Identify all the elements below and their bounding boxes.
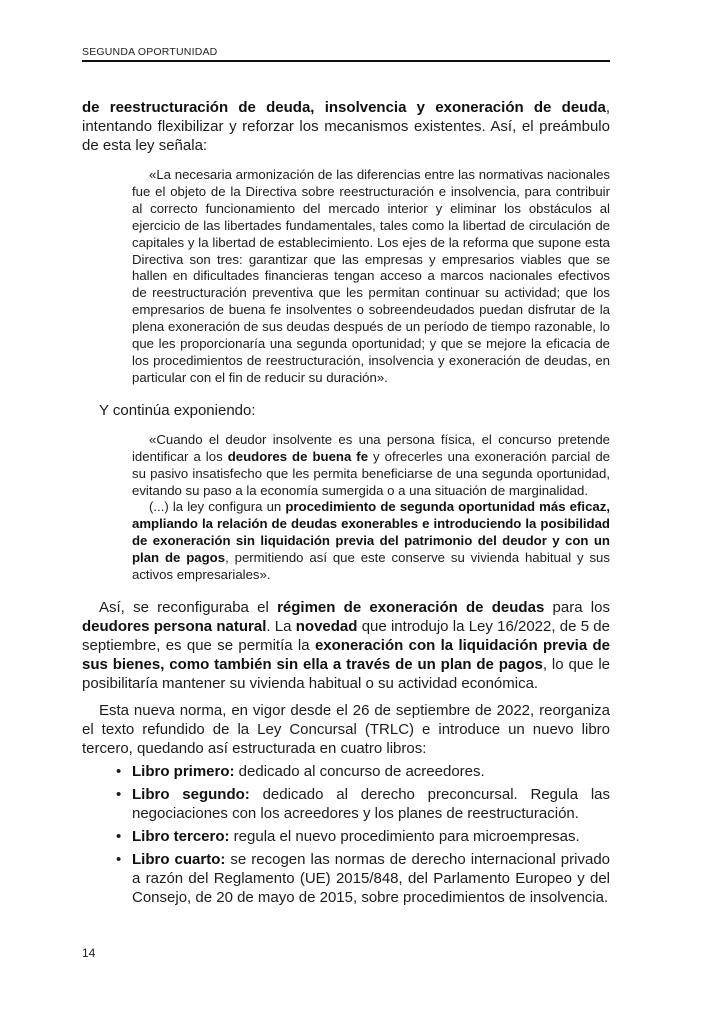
list-item xyxy=(116,762,610,781)
quote-concurso-p2-text-a: (...) la ley configura un xyxy=(149,499,286,515)
reconfig-text-2: para los xyxy=(544,598,610,616)
reconfig-text-1: Así, se reconfiguraba el xyxy=(99,598,278,616)
list-item-label: Libro primero: xyxy=(132,762,235,780)
quote-preambulo-text: «La necesaria armonización de las diferencias entre las normativas nacionales fue el objeto de la Directiva sobre reestructuración e insolvencia, para contribuir al correcto funcionamiento del mercado interior y eliminar los obstáculos al ejercicio de las libertades fundamentales, tales como la libertad de circulación de capitales y la libertad de establecimiento. Los ejes de la reforma que supone esta Directiva son tres: garantizar que las empresas y empresarios viables que se hallen en dificultades financieras tengan acceso a marcos nacionales efectivos de reestructuración preventiva que les permitan continuar su actividad; que los empresarios de buena fe insolventes o sobreendeudados puedan disfrutar de la plena exoneración de sus deudas después de un período de tiempo razonable, lo que les proporcionaría una segunda oportunidad; y que se mejore la eficacia de los procedimientos de reestructuración, insolvencia y exoneración de deudas, en particular con el fin de reducir su duración». xyxy=(132,167,610,385)
list-item-label: Libro tercero: xyxy=(132,827,230,845)
list-item xyxy=(116,827,610,846)
list-item xyxy=(116,850,610,907)
intro-text: , intentando flexibilizar y reforzar los mecanismos existentes. Así, el preámbulo de esta ley señala: xyxy=(82,99,610,154)
list-item-text: dedicado al derecho preconcursal. Regula las negociaciones con los acreedores y los planes de reestructuración. xyxy=(132,785,611,822)
bullet-icon: • xyxy=(116,850,122,868)
intro-bold-lead: de reestructuración de deuda, insolvencia y exoneración de deuda xyxy=(82,99,606,116)
list-item-label: Libro segundo: xyxy=(132,785,250,803)
reconfig-bold-4: exoneración con la liquidación previa de sus bienes, como también sin ella a través de un plan de pagos xyxy=(82,636,611,673)
bullet-icon: • xyxy=(116,827,122,845)
list-item-text: se recogen las normas de derecho internacional privado a razón del Reglamento (UE) 2015/848, del Parlamento Europeo y del Consejo, de 20 de mayo de 2015, sobre procedimientos de insolvencia. xyxy=(132,850,611,906)
bullet-icon: • xyxy=(116,785,122,803)
quote-concurso-p2-text-b: , permitiendo así que este conserve su vivienda habitual y sus activos empresariales». xyxy=(132,550,610,583)
continua-paragraph: Y continúa exponiendo: xyxy=(99,401,256,419)
reconfig-text-3: . La xyxy=(266,617,296,635)
header-rule xyxy=(82,60,610,62)
reconfig-bold-3: novedad xyxy=(295,617,358,635)
intro-paragraph xyxy=(82,98,610,155)
quote-concurso-p2-bold: procedimiento de segunda oportunidad más eficaz, ampliando la relación de deudas exonerables e introduciendo la posibilidad de exoneración sin liquidación previa del patrimonio del deudor y con un plan de pagos xyxy=(132,499,610,566)
page-number: 14 xyxy=(82,946,96,960)
reconfig-text-4: que introdujo la Ley 16/2022, de 5 de septiembre, es que se permitía la xyxy=(82,617,610,654)
running-header: SEGUNDA OPORTUNIDAD xyxy=(82,46,218,58)
quote-block-concurso xyxy=(132,432,610,584)
quote-concurso-p1 xyxy=(132,432,610,500)
libros-list xyxy=(82,762,610,907)
list-item-text: regula el nuevo procedimiento para microempresas. xyxy=(229,827,580,845)
quote-block-preambulo xyxy=(132,167,610,387)
reconfig-text-5: , lo que le posibilitaría mantener su vivienda habitual o su actividad económica. xyxy=(82,655,610,692)
bullet-icon: • xyxy=(116,762,122,780)
page-content xyxy=(82,98,610,911)
reconfig-bold-1: régimen de exoneración de deudas xyxy=(277,598,545,616)
list-item xyxy=(116,785,610,823)
quote-concurso-p1-text-b: y ofrecerles una exoneración parcial de su pasivo insatisfecho que les permita beneficiarse de una segunda oportunidad, evitando su paso a la economía sumergida o a una situación de marginalidad. xyxy=(132,448,610,498)
quote-concurso-p1-text-a: «Cuando el deudor insolvente es una persona física, el concurso pretende identificar a los xyxy=(132,431,610,464)
list-item-label: Libro cuarto: xyxy=(132,850,226,868)
quote-concurso-p1-bold: deudores de buena fe xyxy=(227,448,369,464)
list-item-text: dedicado al concurso de acreedores. xyxy=(234,762,485,780)
quote-concurso-p2 xyxy=(132,499,610,584)
nueva-norma-paragraph: Esta nueva norma, en vigor desde el 26 de septiembre de 2022, reorganiza el texto refundido de la Ley Concursal (TRLC) e introduce un nuevo libro tercero, quedando así estructurada en cuatro libros: xyxy=(82,701,610,757)
reconfig-paragraph xyxy=(82,598,610,693)
reconfig-bold-2: deudores persona natural xyxy=(82,617,267,635)
